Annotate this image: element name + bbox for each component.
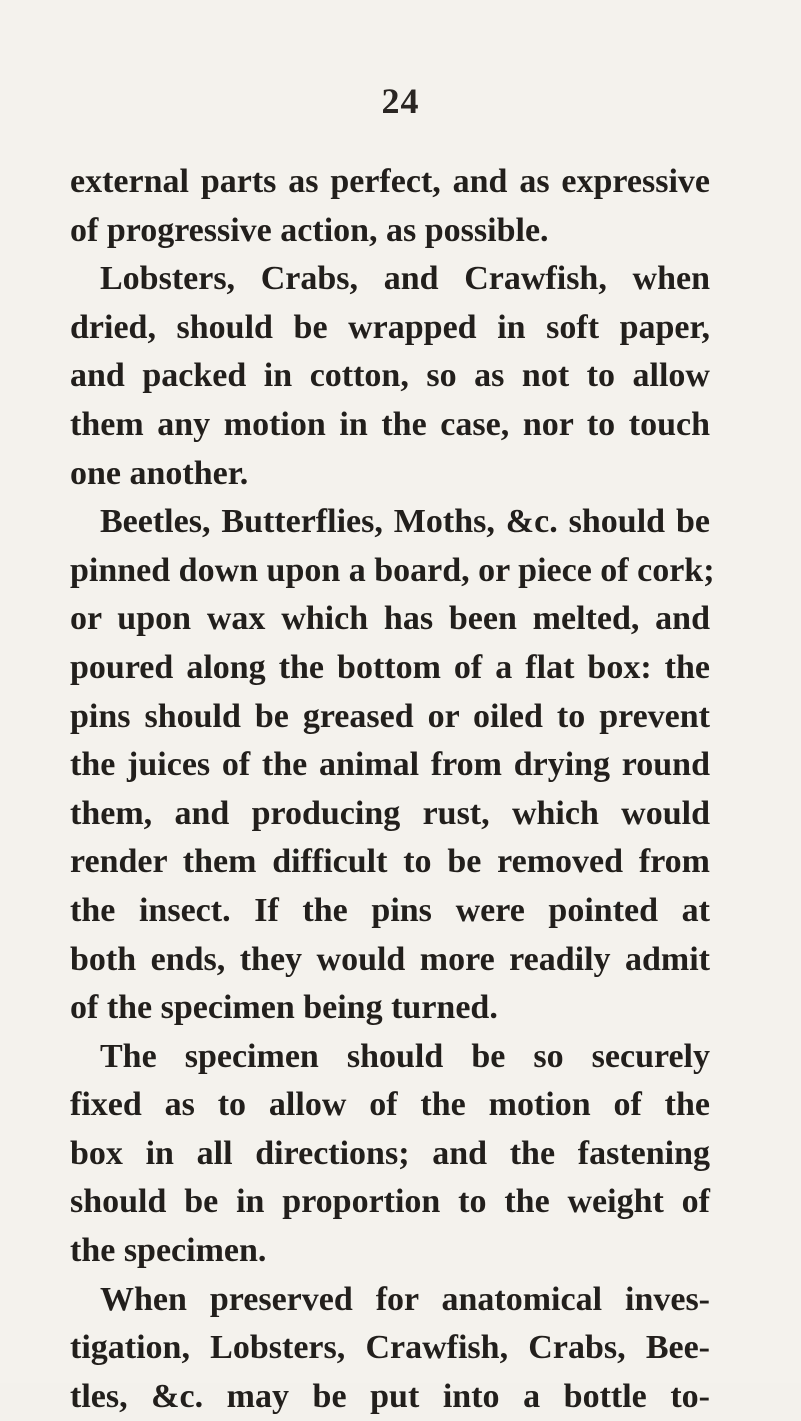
text-line: external parts as perfect, and as expressive	[70, 163, 710, 200]
text-line: pinned down upon a board, or piece of cork;	[70, 551, 715, 589]
text-line: the juices of the animal from drying round	[70, 746, 710, 784]
text-line: and packed in cotton, so as not to allow	[70, 357, 710, 395]
text-line: the insect. If the pins were pointed at	[70, 891, 710, 929]
text-line: or upon wax which has been melted, and	[70, 600, 710, 638]
page-number: 24	[381, 81, 420, 121]
text-line: should be in proportion to the weight of	[70, 1183, 710, 1221]
text-line: of the specimen being turned.	[70, 989, 498, 1027]
text-line: them any motion in the case, nor to touch	[70, 405, 710, 443]
text-line: box in all directions; and the fastening	[70, 1134, 710, 1172]
text-line: both ends, they would more readily admit	[70, 940, 710, 978]
text-line: tles, &c. may be put into a bottle to-	[70, 1377, 710, 1415]
text-line: render them difficult to be removed from	[70, 843, 710, 881]
body-text	[70, 158, 715, 1421]
text-line: poured along the bottom of a flat box: the	[70, 648, 710, 686]
text-line: Lobsters, Crabs, and Crawfish, when	[100, 260, 710, 298]
text-line: fixed as to allow of the motion of the	[70, 1086, 710, 1124]
text-line: of progressive action, as possible.	[70, 211, 549, 249]
text-line: The specimen should be so securely	[100, 1037, 710, 1075]
text-line: them, and producing rust, which would	[70, 794, 710, 832]
text-line: the specimen.	[70, 1232, 267, 1270]
text-line: one another.	[70, 454, 249, 492]
text-line: pins should be greased or oiled to prevent	[70, 697, 710, 735]
text-line: dried, should be wrapped in soft paper,	[70, 308, 710, 346]
text-line: Beetles, Butterflies, Moths, &c. should be	[100, 503, 710, 541]
text-line: tigation, Lobsters, Crawfish, Crabs, Bee-	[70, 1329, 710, 1367]
text-line: When preserved for anatomical inves-	[100, 1280, 710, 1318]
